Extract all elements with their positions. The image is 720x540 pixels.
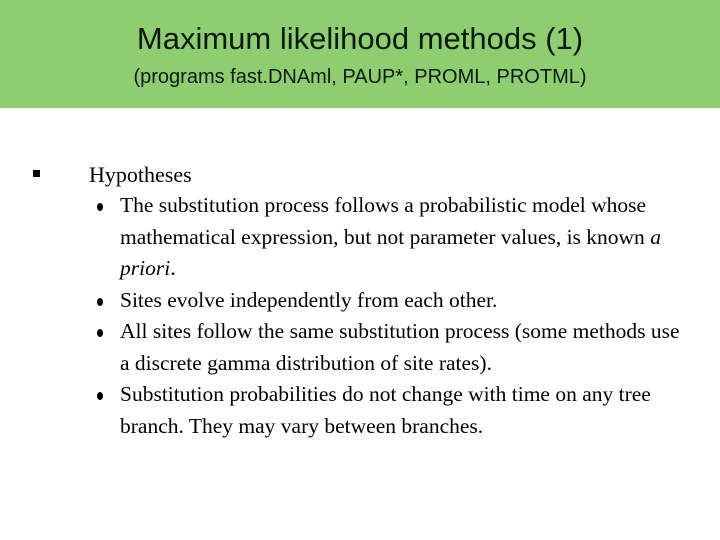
round-bullet-icon bbox=[97, 392, 103, 400]
item-text: All sites follow the same substitution process (some methods use a discrete gamma distribution of site rates). bbox=[120, 319, 680, 375]
list-item bbox=[89, 379, 680, 442]
item-italic: a priori bbox=[120, 224, 661, 280]
item-tail: . bbox=[170, 256, 176, 280]
bullet-label: Hypotheses bbox=[89, 162, 192, 187]
slide-header bbox=[0, 0, 720, 108]
round-bullet-icon bbox=[97, 329, 103, 337]
slide-body bbox=[0, 160, 720, 442]
round-bullet-icon bbox=[97, 203, 103, 211]
bullet-hypotheses bbox=[0, 160, 720, 442]
list-item bbox=[89, 285, 680, 317]
slide-subtitle: (programs fast.DNAml, PAUP*, PROML, PROTML) bbox=[133, 66, 587, 88]
list-item bbox=[89, 316, 680, 379]
square-bullet-icon bbox=[33, 170, 40, 177]
item-text: Sites evolve independently from each other. bbox=[120, 287, 498, 312]
round-bullet-icon bbox=[97, 298, 103, 306]
slide-title: Maximum likelihood methods (1) bbox=[136, 21, 584, 56]
sub-bullet-list bbox=[89, 190, 720, 442]
list-item bbox=[89, 190, 680, 285]
item-text: The substitution process follows a probabilistic model whose mathematical expression, but not parameter values, is known bbox=[120, 193, 651, 249]
item-text: Substitution probabilities do not change with time on any tree branch. They may vary between branches. bbox=[120, 382, 651, 438]
